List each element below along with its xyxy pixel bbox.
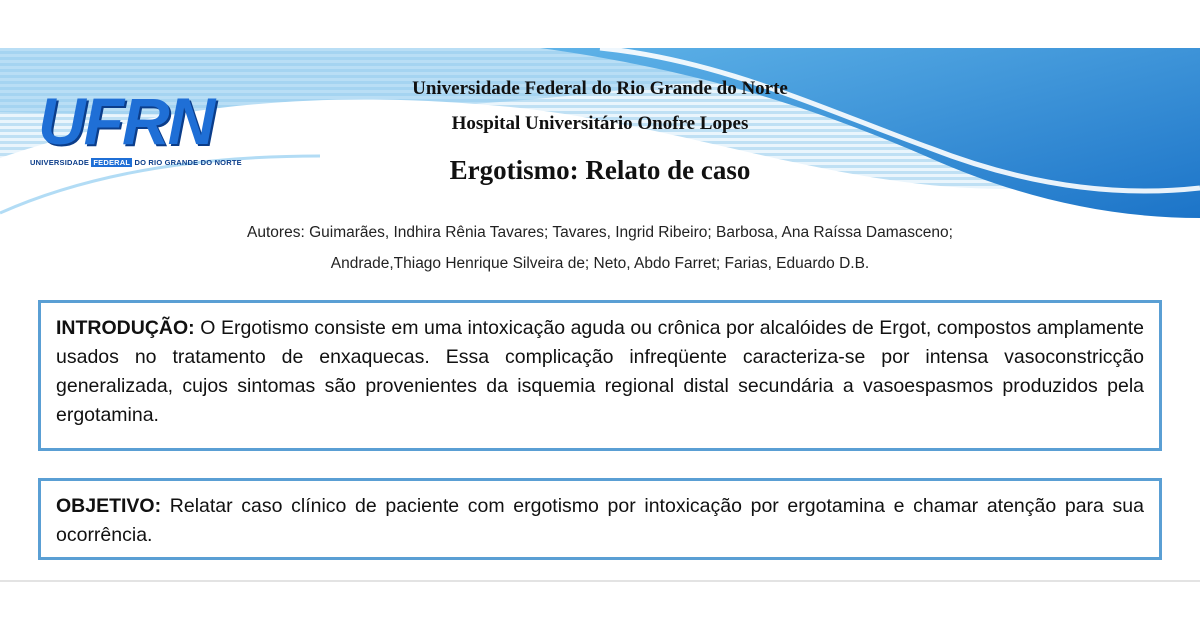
logo-wordmark: UFRN: [38, 84, 214, 158]
hospital-name: Hospital Universitário Onofre Lopes: [451, 113, 749, 134]
objetivo-label: OBJETIVO:: [56, 495, 170, 517]
logo-sub-a: UNIVERSIDADE: [30, 158, 90, 167]
bottom-divider: [0, 580, 1200, 582]
introducao-text: O Ergotismo consiste em uma intoxicação aguda ou crônica por alcalóides de Ergot, compostos amplamente usados no tratamento de enxaquecas. Essa complicação infreqüente caracteriza-se por intensa vasoconstricção generalizada, cujos sintomas são provenientes da isquemia regional distal secundária a vasoespasmos produzidos pela ergotamina.: [56, 317, 1145, 426]
page-title: Ergotismo: Relato de caso: [449, 155, 751, 185]
institution-name: Universidade Federal do Rio Grande do Norte: [412, 78, 788, 99]
introducao-label: INTRODUÇÃO:: [56, 317, 201, 339]
authors-block: [0, 217, 1200, 279]
objetivo-text: Relatar caso clínico de paciente com ergotismo por intoxicação por ergotamina e chamar atenção para sua ocorrência.: [56, 495, 1144, 546]
objetivo-box: [38, 478, 1162, 560]
logo-sub-c: DO RIO GRANDE DO NORTE: [134, 158, 242, 167]
logo-sub-b: FEDERAL: [93, 158, 131, 167]
authors-line-2: Andrade,Thiago Henrique Silveira de; Neto, Abdo Farret; Farias, Eduardo D.B.: [330, 255, 870, 272]
authors-line-1: Autores: Guimarães, Indhira Rênia Tavares; Tavares, Ingrid Ribeiro; Barbosa, Ana Raíssa Damasceno;: [247, 224, 953, 241]
introducao-box: [38, 300, 1162, 451]
